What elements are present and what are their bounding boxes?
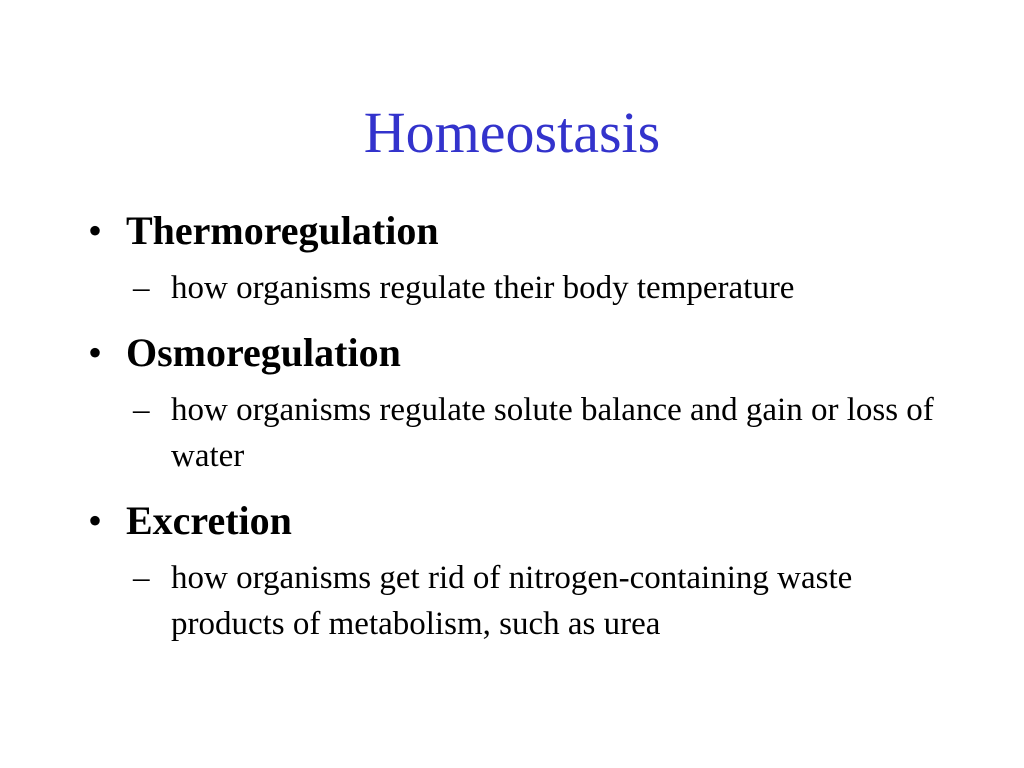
bullet-marker: • (88, 498, 103, 543)
sub-marker: – (133, 560, 150, 596)
bullet-list (88, 205, 968, 663)
sub-item-text: how organisms regulate solute balance and gain or loss of water (171, 392, 934, 474)
bullet-marker: • (88, 208, 103, 253)
sub-item-text: how organisms regulate their body temperature (171, 270, 795, 306)
sub-marker: – (133, 392, 150, 428)
sub-item-excretion (88, 555, 941, 647)
bullet-marker: • (88, 330, 103, 375)
sub-item-thermoregulation (88, 265, 941, 311)
bullet-heading: Osmoregulation (126, 330, 401, 375)
sub-item-osmoregulation (88, 387, 941, 479)
bullet-item-excretion (88, 495, 968, 547)
sub-item-text: how organisms get rid of nitrogen-containing waste products of metabolism, such as urea (171, 560, 853, 642)
sub-marker: – (133, 270, 150, 306)
slide-title: Homeostasis (363, 100, 661, 165)
bullet-heading: Excretion (126, 498, 292, 543)
bullet-item-thermoregulation (88, 205, 968, 257)
bullet-heading: Thermoregulation (126, 208, 439, 253)
bullet-item-osmoregulation (88, 327, 968, 379)
